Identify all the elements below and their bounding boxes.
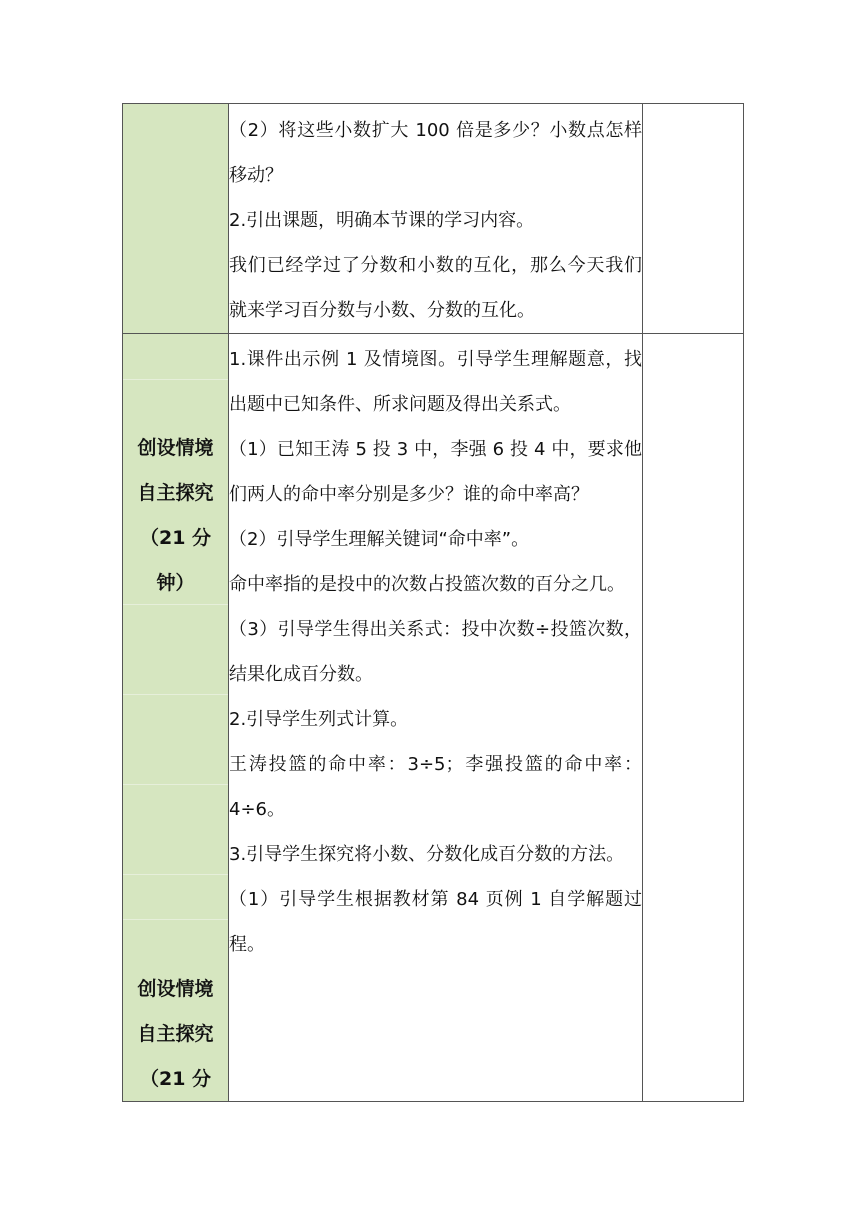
content-cell [229,104,643,334]
paragraph: 2.引导学生列式计算。 [229,709,409,730]
paragraph: 3.引导学生探究将小数、分数化成百分数的方法。 [229,844,625,865]
stage-label-line: （21 分 [139,1068,212,1090]
paragraph: 王涛投篮的命中率：3÷5；李强投篮的命中率：4÷6。 [229,754,642,820]
table-row [123,104,744,334]
stage-label-line: 创设情境 [137,978,214,1000]
divider [123,379,228,380]
paragraph: （2）将这些小数扩大 100 倍是多少？小数点怎样移动？ [229,120,642,186]
divider [123,919,228,920]
stage-label [123,967,228,1102]
table-row [123,334,744,1102]
paragraph: （1）引导学生根据教材第 84 页例 1 自学解题过程。 [229,889,642,955]
paragraph: （1）已知王涛 5 投 3 中，李强 6 投 4 中，要求他们两人的命中率分别是多少？谁的命中率高？ [229,439,642,505]
stage-label-line: （21 分 [139,527,212,549]
notes-cell [643,104,744,334]
divider [123,694,228,695]
paragraph: 1.课件出示例 1 及情境图。引导学生理解题意，找出题中已知条件、所求问题及得出关系式。 [229,349,642,415]
paragraph: 2.引出课题，明确本节课的学习内容。 [229,210,535,231]
stage-label [123,426,228,606]
divider [123,874,228,875]
paragraph: （2）引导学生理解关键词“命中率”。 [229,529,530,550]
paragraph: （3）引导学生得出关系式：投中次数÷投篮次数，结果化成百分数。 [229,619,642,685]
content-cell [229,334,643,1102]
paragraph: 命中率指的是投中的次数占投篮次数的百分之几。 [229,574,625,595]
divider [123,784,228,785]
stage-label-cell [123,104,229,334]
stage-label-cell [123,334,229,1102]
notes-cell [643,334,744,1102]
stage-label-line: 钟） [156,572,195,594]
stage-label-line: 创设情境 [137,437,214,459]
stage-label-line: 自主探究 [137,1023,214,1045]
stage-label-line: 自主探究 [137,482,214,504]
paragraph: 我们已经学过了分数和小数的互化，那么今天我们就来学习百分数与小数、分数的互化。 [229,255,642,321]
lesson-plan-table [122,103,744,1102]
